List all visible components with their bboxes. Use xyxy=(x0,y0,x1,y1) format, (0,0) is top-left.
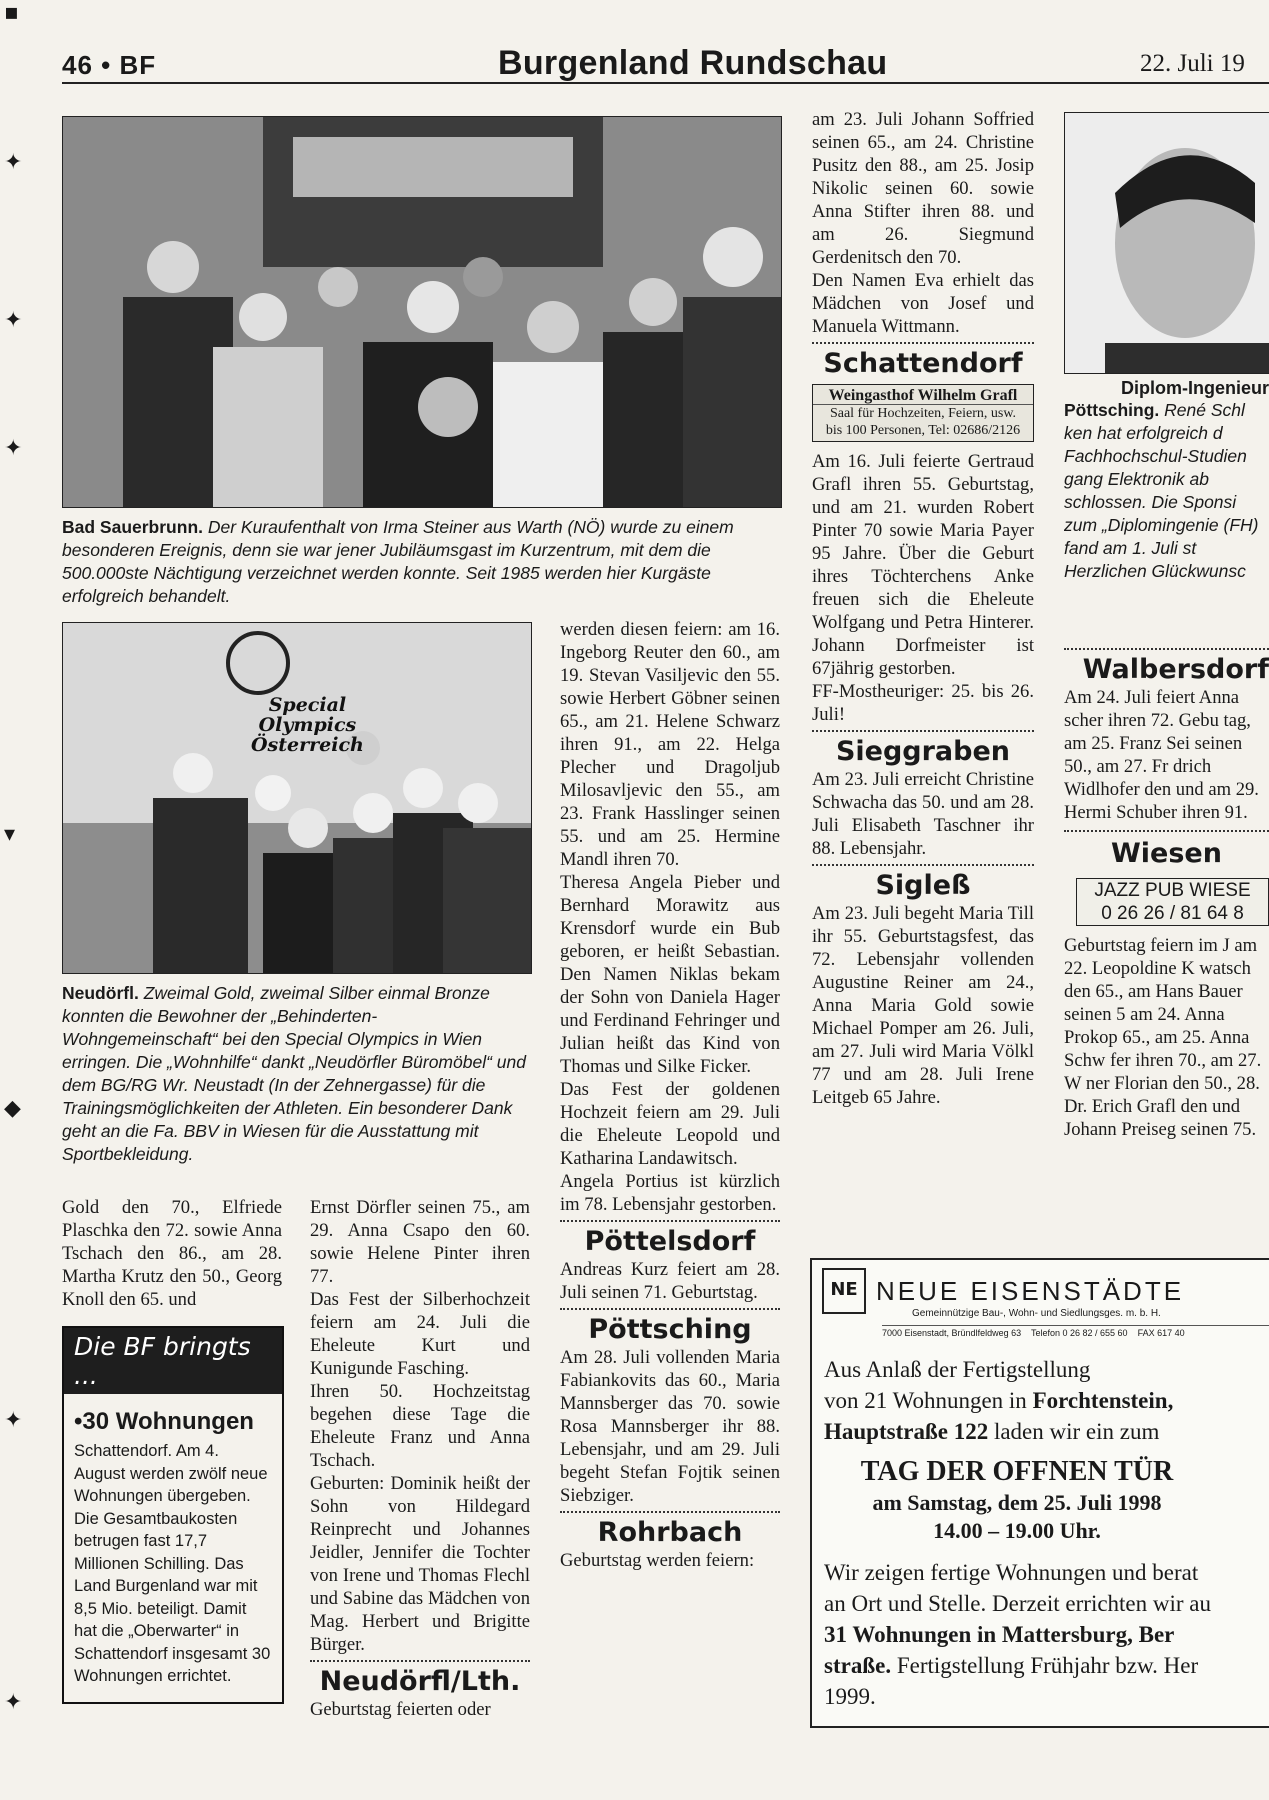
dotted-separator xyxy=(560,1220,780,1222)
company-fax: FAX 617 40 xyxy=(1137,1328,1185,1338)
article-text: Ihren 50. Hochzeitstag begehen diese Tage die Eheleute Franz und Anna Tschach. xyxy=(310,1381,530,1471)
photo-caption xyxy=(62,516,780,608)
special-olympics-logo xyxy=(251,695,364,755)
company-logo: NE xyxy=(822,1268,866,1314)
ad-text-bold: straße. xyxy=(824,1653,892,1678)
article-column-e xyxy=(1064,654,1269,1141)
box-title: •30 Wohnungen xyxy=(74,1408,254,1435)
issue-date: 22. Juli 19 xyxy=(1140,50,1245,77)
dotted-separator xyxy=(310,1660,530,1662)
ad-footer xyxy=(824,1557,1269,1712)
section-heading-sigless: Sigleß xyxy=(875,870,971,901)
ad-text: Fertigstellung Frühjahr bzw. Her xyxy=(891,1653,1199,1678)
article-text: Ernst Dörfler seinen 75., am 29. Anna Csapo den 60. sowie Helene Pinter ihren 77. xyxy=(310,1197,530,1287)
box-text: Schattendorf. Am 4. August werden zwölf neue Wohnungen übergeben. Die Gesamtbaukosten betrugen fast 17,7 Millionen Schilling. Das Land Burgenland war mit 8,5 Mio. beteiligt. Damit hat die „Oberwarter“ in Schattendorf insgesamt 30 Wohnungen errichtet. xyxy=(74,1442,271,1685)
article-column-d xyxy=(812,108,1034,1109)
weingasthof-ad xyxy=(812,384,1034,442)
dotted-separator xyxy=(1064,830,1269,832)
article-text: Geburtstag feiern im J am 22. Leopoldine K watsch den 65., am Hans Bauer seinen 5 am 24. Anna Prokop 65., am 25. Anna Schw fer ihren 70., am 27. W ner Florian den 50., 28. Dr. Erich Grafl den und Johann Preiseg seinen 75. xyxy=(1064,935,1262,1140)
article-column-b xyxy=(310,1196,530,1721)
article-text: Am 28. Juli vollenden Maria Fabiankovits das 60., Maria Mannsberger das 70. sowie Rosa Mannsberger ihr 88. Lebensjahr, und am 29. Juli begeht Stefan Fojtik seinen Siebziger. xyxy=(560,1347,780,1506)
ad-line: bis 100 Personen, Tel: 02686/2126 xyxy=(825,423,1021,438)
portrait-photo xyxy=(1064,112,1269,374)
ad-line xyxy=(824,1416,1269,1447)
company-address: 7000 Eisenstadt, Bründlfeldweg 63 xyxy=(882,1328,1022,1338)
section-heading-rohrbach: Rohrbach xyxy=(597,1517,743,1548)
article-text: am 23. Juli Johann Soffried seinen 65., am 24. Christine Pusitz den 88., am 25. Josip Nikolic seinen 60. sowie Anna Stifter ihren 88. und am 26. Siegmund Gerdenitsch den 70. xyxy=(812,109,1034,268)
margin-mark: ✦ xyxy=(4,1690,23,1715)
photo-caption xyxy=(62,982,530,1166)
ad-text-bold: Forchtenstein, xyxy=(1032,1388,1174,1413)
article-text: Geburten: Dominik heißt der Sohn von Hildegard Reinprecht und Johannes Jeidler, Jennifer die Tochter von Irene und Thomas Flechl und Sabine das Mädchen von Mag. Herbert und Brigitte Bürger. xyxy=(310,1473,530,1655)
caption-place: Pöttsching. xyxy=(1064,400,1160,420)
logo-line: Österreich xyxy=(251,734,364,756)
article-text: Theresa Angela Pieber und Bernhard Morawitz aus Krensdorf wurde ein Bub geboren, er heißt Sebastian. Den Namen Niklas bekam der Sohn von Daniela Hager und Ferdinand Fehringer und Julian heißt das Kind von Thomas und Silke Ficker. xyxy=(560,872,780,1077)
jazz-pub-ad xyxy=(1076,878,1269,926)
section-heading-sieggraben: Sieggraben xyxy=(835,736,1011,767)
ad-event xyxy=(812,1455,1222,1545)
company-contact xyxy=(882,1325,1269,1338)
group-photo-illustration xyxy=(63,117,781,507)
caption-place: Bad Sauerbrunn. xyxy=(62,517,203,537)
article-text: Andreas Kurz feiert am 28. Juli seinen 71. Geburtstag. xyxy=(560,1259,780,1303)
dotted-separator xyxy=(812,864,1034,866)
article-text: Am 23. Juli begeht Maria Till ihr 55. Geburtstagsfest, das 72. Lebensjahr vollenden Augustine Reiner am 24., Anna Maria Gold sowie Michael Pomper am 26. Juli, am 27. Juli wird Maria Völkl 77 und am 28. Juli Irene Leitgeb 65 Jahre. xyxy=(812,903,1034,1108)
special-olympics-illustration xyxy=(63,623,531,973)
section-heading-poettsching: Pöttsching xyxy=(588,1314,752,1345)
event-title: TAG DER OFFNEN TÜR xyxy=(860,1456,1174,1487)
article-text: Geburtstag werden feiern: xyxy=(560,1550,755,1571)
dotted-separator xyxy=(1064,648,1269,650)
section-heading-walbersdorf: Walbersdorf xyxy=(1082,654,1269,685)
ad-title: Weingasthof Wilhelm Grafl xyxy=(813,387,1033,405)
ad-line xyxy=(824,1385,1269,1416)
ad-line xyxy=(824,1650,1269,1681)
article-text: Den Namen Eva erhielt das Mädchen von Josef und Manuela Wittmann. xyxy=(812,270,1034,337)
neue-eisenstaedter-ad xyxy=(810,1258,1269,1728)
group-photo xyxy=(62,116,782,508)
article-text: Am 16. Juli feierte Gertraud Grafl ihren 55. Geburtstag, und am 21. wurden Robert Pinter 70 sowie Maria Payer 95 Jahre. Über die Geburt ihres Töchterchens Anke freuen sich die Eheleute Wolfgang und Petra Hinterer. Johann Dorfmeister ist 67jährig gestorben. xyxy=(812,451,1034,679)
article-column-c xyxy=(560,618,780,1572)
section-heading-poettelsdorf: Pöttelsdorf xyxy=(584,1226,756,1257)
bf-bringts-box xyxy=(62,1326,284,1704)
ad-text: von 21 Wohnungen in xyxy=(824,1388,1033,1413)
caption-text: Der Kuraufenthalt von Irma Steiner aus Warth (NÖ) wurde zu einem besonderen Ereignis, denn sie war jener Jubiläumsgast im Kurzentrum, mit dem die 500.000ste Nächtigung verzeichnet werden konnte. Seit 1985 werden hier Kurgäste erfolgreich behandelt. xyxy=(62,517,734,606)
event-time: 14.00 – 19.00 Uhr. xyxy=(933,1518,1101,1543)
ad-line: 0 26 26 / 81 64 8 xyxy=(1101,903,1244,924)
ad-line: 1999. xyxy=(824,1684,876,1709)
ad-body xyxy=(824,1354,1269,1447)
margin-mark: ✦ xyxy=(4,150,23,175)
portrait-illustration xyxy=(1065,113,1269,373)
margin-mark: ▾ xyxy=(4,822,16,847)
dotted-separator xyxy=(812,730,1034,732)
special-olympics-photo xyxy=(62,622,532,974)
ad-line: an Ort und Stelle. Derzeit errichten wir au xyxy=(824,1591,1212,1616)
dotted-separator xyxy=(812,342,1034,344)
article-text: Gold den 70., Elfriede Plaschka den 72. sowie Anna Tschach den 86., am 28. Martha Krutz den 50., Georg Knoll den 65. und xyxy=(62,1197,282,1310)
margin-mark: ✦ xyxy=(4,308,23,333)
article-text: Angela Portius ist kürzlich im 78. Lebensjahr gestorben. xyxy=(560,1171,780,1215)
portrait-caption xyxy=(1064,378,1269,628)
section-heading-wiesen: Wiesen xyxy=(1111,838,1222,869)
section-heading-schattendorf: Schattendorf xyxy=(823,348,1023,379)
article-text: Am 24. Juli feiert Anna scher ihren 72. Gebu tag, am 25. Franz Sei seinen 50., am 27. Fr drich Widlhofer den und am 29. Hermi Schuber ihren 91. xyxy=(1064,687,1259,823)
ad-line: 31 Wohnungen in Mattersburg, Ber xyxy=(824,1622,1175,1647)
section-heading-neudoerfl: Neudörfl/Lth. xyxy=(319,1666,521,1697)
article-column-a xyxy=(62,1196,282,1311)
company-sub: Gemeinnützige Bau-, Wohn- und Siedlungsges. m. b. H. xyxy=(912,1308,1161,1319)
caption-text: René Schl ken hat erfolgreich d Fachhochschul-Studien gang Elektronik ab schlossen. Die Sponsi zum „Diplomingenie (FH) fand am 1. Juli st Herzlichen Glückwunsc xyxy=(1064,400,1259,581)
company-name: NEUE EISENSTÄDTE xyxy=(876,1275,1185,1306)
article-text: Geburtstag feierten oder xyxy=(310,1699,491,1720)
ad-text-bold: Hauptstraße 122 xyxy=(824,1419,989,1444)
company-phone: Telefon 0 26 82 / 655 60 xyxy=(1030,1328,1128,1338)
caption-text-wrap xyxy=(1064,399,1269,583)
caption-text: Zweimal Gold, zweimal Silber einmal Bronze konnten die Bewohner der „Behinderten-Wohngemeinschaft“ bei den Special Olympics in Wien erringen. Die „Wohnhilfe“ dankt „Neudörfler Büromöbel“ und dem BG/RG Wr. Neustadt (In der Zehnergasse) für die Trainingsmöglichkeiten der Athleten. Ein besonderer Dank geht an die Fa. BBV in Wiesen für die Ausstattung mit Sportbekleidung. xyxy=(62,983,526,1164)
box-header: Die BF bringts ... xyxy=(64,1328,282,1394)
ad-text: laden wir ein zum xyxy=(988,1419,1160,1444)
event-date: am Samstag, dem 25. Juli 1998 xyxy=(872,1490,1162,1515)
article-text: Das Fest der goldenen Hochzeit feiern am 29. Juli die Eheleute Leopold und Katharina Landawitsch. xyxy=(560,1079,780,1169)
margin-mark: ▪ xyxy=(4,0,19,25)
caption-heading: Diplom-Ingenieur xyxy=(1121,378,1269,398)
newspaper-title: Burgenland Rundschau xyxy=(498,44,888,82)
page-marker: 46 • BF xyxy=(62,50,157,80)
ad-line: Aus Anlaß der Fertigstellung xyxy=(824,1357,1091,1382)
article-text: Am 23. Juli erreicht Christine Schwacha das 50. und am 28. Juli Elisabeth Taschner ihr 88. Lebensjahr. xyxy=(812,769,1034,859)
caption-place: Neudörfl. xyxy=(62,983,139,1003)
article-text: FF-Mostheuriger: 25. bis 26. Juli! xyxy=(812,681,1034,725)
ad-line: Saal für Hochzeiten, Feiern, usw. xyxy=(829,406,1017,421)
logo-line: Special xyxy=(268,694,347,716)
margin-mark: ✦ xyxy=(4,436,23,461)
article-text: werden diesen feiern: am 16. Ingeborg Reuter den 60., am 19. Stevan Vasiljevic den 55. sowie Herbert Göbner seinen 65., am 21. Helene Schwarz ihren 91., am 22. Helga Plecher und Dragoljub Milosavljevic den 55., am 23. Frank Hasslinger seinen 55. und am 25. Hermine Mandl ihren 70. xyxy=(560,619,780,870)
margin-mark: ✦ xyxy=(4,1408,23,1433)
article-text: Das Fest der Silberhochzeit feiern am 24. Juli die Eheleute Kurt und Kunigunde Fasching. xyxy=(310,1289,530,1379)
dotted-separator xyxy=(560,1511,780,1513)
ad-line: JAZZ PUB WIESE xyxy=(1094,880,1251,901)
margin-mark: ◆ xyxy=(4,1096,21,1121)
ad-line: Wir zeigen fertige Wohnungen und berat xyxy=(824,1560,1199,1585)
dotted-separator xyxy=(560,1308,780,1310)
logo-line: Olympics xyxy=(258,714,357,736)
header-rule xyxy=(62,82,1269,84)
